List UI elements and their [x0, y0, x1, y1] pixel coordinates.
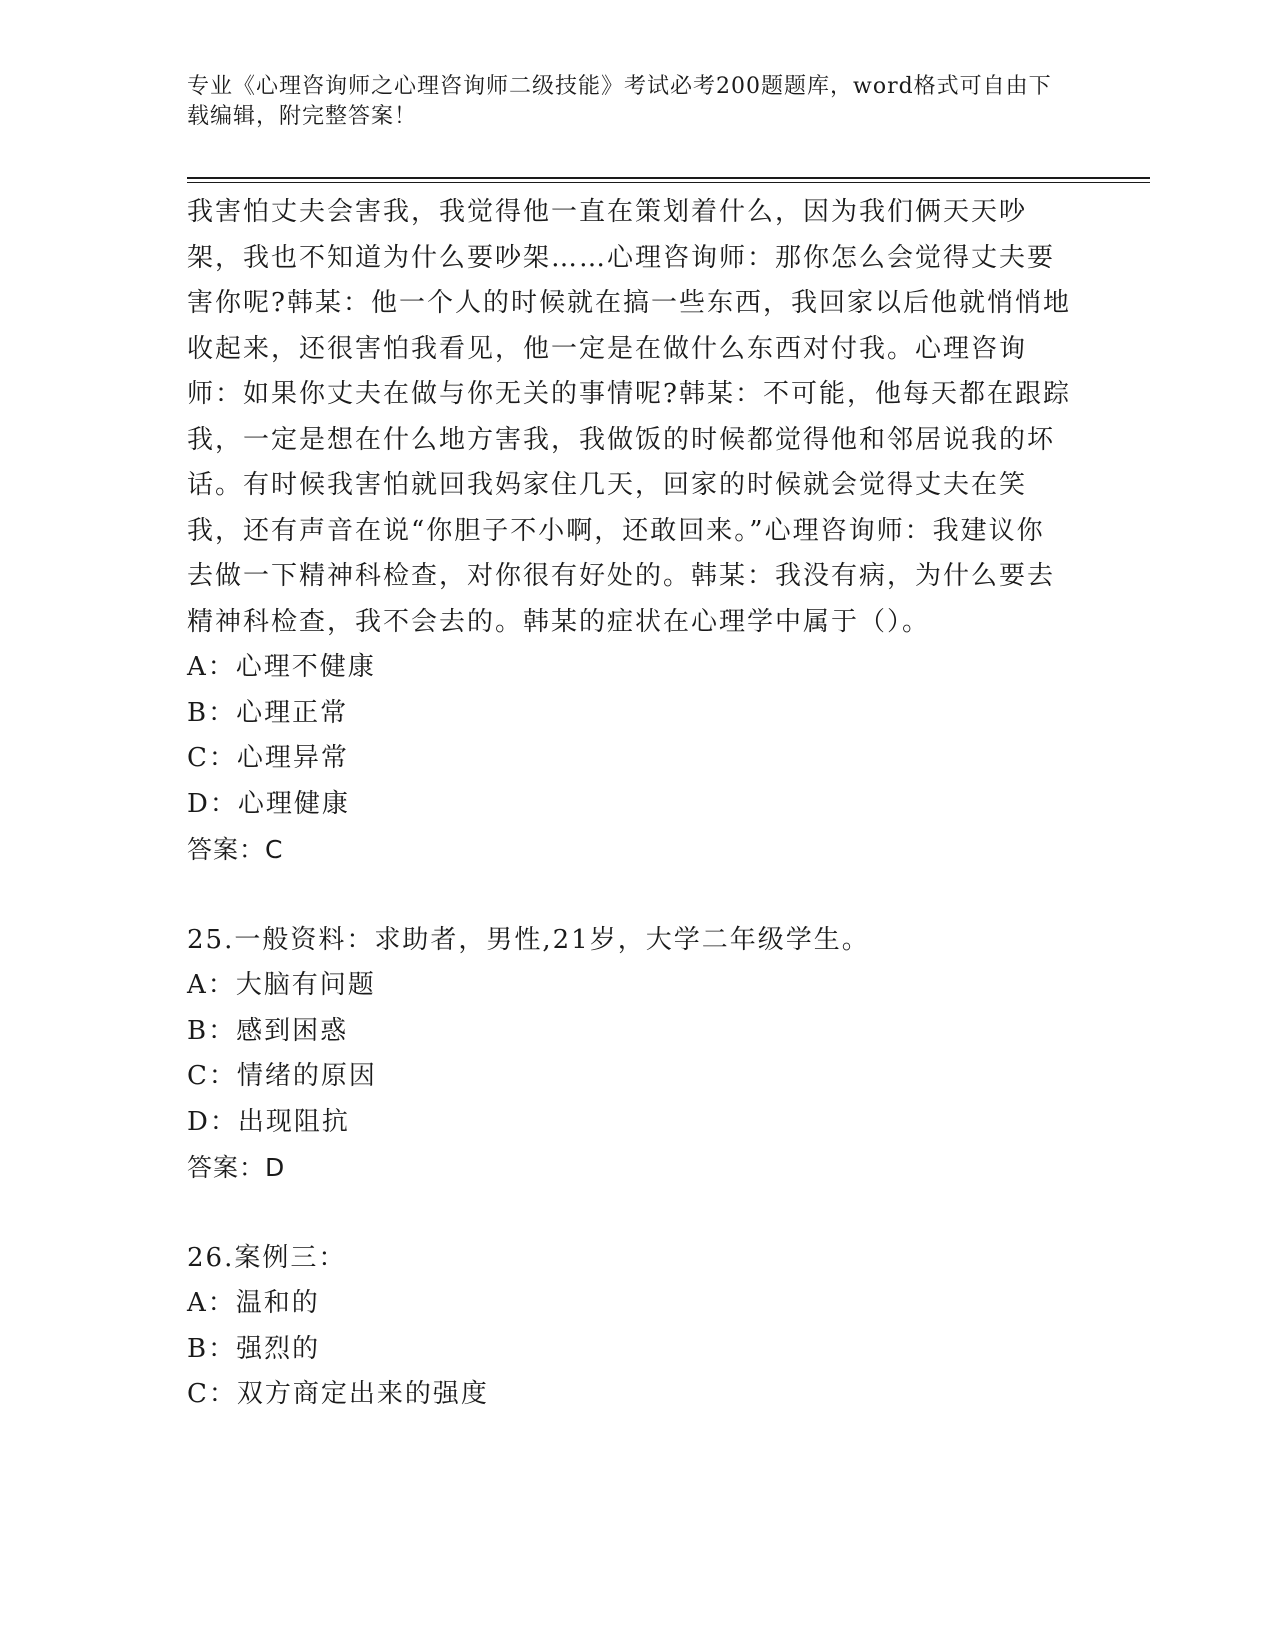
option-d: D：出现阻抗: [187, 1106, 350, 1137]
answer-line: 答案：C: [187, 835, 284, 864]
option-a: A：温和的: [187, 1288, 320, 1318]
question-stem: 我害怕丈夫会害我，我觉得他一直在策划着什么，因为我们俩天天吵架，我也不知道为什么要吵架……心理咨询师：那你怎么会觉得丈夫要害你呢?韩某：他一个人的时候就在搞一些东西，我回家以后他就悄悄地收起来，还很害怕我看见，他一定是在做什么东西对付我。心理咨询师：如果你丈夫在做与你无关的事情呢?韩某：不可能，他每天都在跟踪我，一定是想在什么地方害我，我做饭的时候都觉得他和邻居说我的坏话。有时候我害怕就回我妈家住几天，回家的时候就会觉得丈夫在笑我，还有声音在说“你胆子不小啊，还敢回来。”心理咨询师：我建议你去做一下精神科检查，对你很有好处的。韩某：我没有病，为什么要去精神科检查，我不会去的。韩某的症状在心理学中属于（）。: [187, 197, 1071, 637]
question-block-24: [187, 190, 1072, 873]
option-c: C：心理异常: [187, 743, 349, 773]
question-block-26: [187, 1236, 1072, 1418]
option-d: D：心理健康: [187, 788, 350, 819]
question-stem: 26.案例三：: [187, 1242, 347, 1273]
option-a: A：心理不健康: [187, 652, 376, 682]
option-b: B：感到困惑: [187, 1015, 349, 1046]
option-b: B：强烈的: [187, 1333, 321, 1364]
option-c: C：双方商定出来的强度: [187, 1379, 489, 1409]
question-block-25: [187, 918, 1072, 1191]
spacer: [187, 873, 1072, 918]
question-stem: 25.一般资料：求助者，男性,21岁，大学二年级学生。: [187, 924, 870, 955]
header-rule-thin: [187, 182, 1150, 183]
option-a: A：大脑有问题: [187, 970, 376, 1000]
document-header: 专业《心理咨询师之心理咨询师二级技能》考试必考200题题库，word格式可自由下载编辑，附完整答案！: [187, 74, 1052, 129]
option-c: C：情绪的原因: [187, 1061, 377, 1091]
option-b: B：心理正常: [187, 697, 349, 728]
spacer: [187, 1191, 1072, 1236]
header-rule-thick: [187, 177, 1150, 179]
question-list: [187, 190, 1072, 1418]
answer-line: 答案：D: [187, 1153, 286, 1182]
